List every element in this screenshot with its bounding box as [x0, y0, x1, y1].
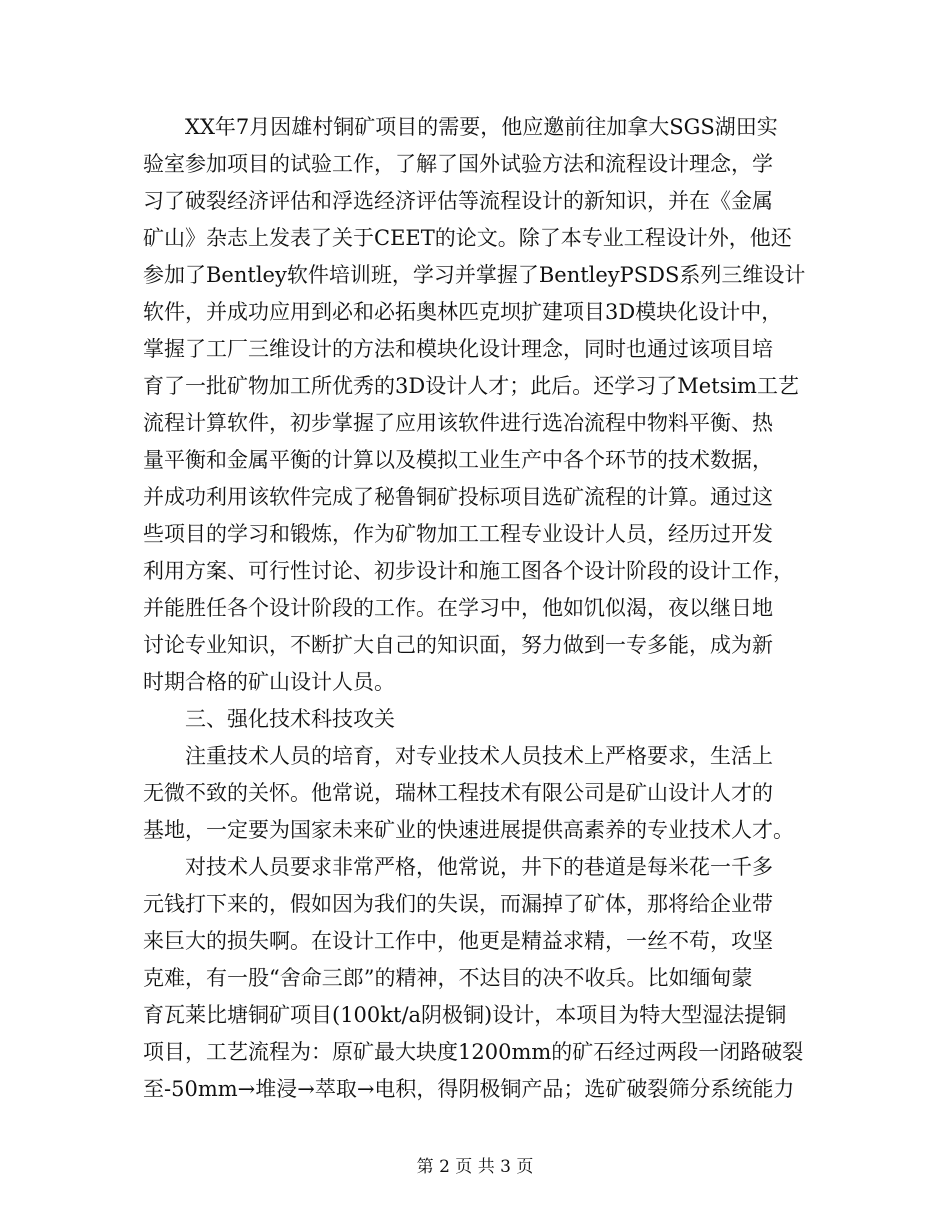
text-line: 来巨大的损失啊。在设计工作中，他更是精益求精，一丝不苟，攻坚 [143, 929, 773, 953]
text-line: 习了破裂经济评估和浮选经济评估等流程设计的新知识，并在《金属 [143, 189, 773, 213]
text-line: 对技术人员要求非常严格，他常说，井下的巷道是每米花一千多 [185, 855, 773, 879]
text-line: 讨论专业知识，不断扩大自己的知识面，努力做到一专多能，成为新 [143, 633, 773, 657]
text-line: 参加了Bentley软件培训班，学习并掌握了BentleyPSDS系列三维设计 [143, 263, 806, 287]
text-line: 利用方案、可行性讨论、初步设计和施工图各个设计阶段的设计工作， [143, 559, 794, 583]
text-line: 项目，工艺流程为：原矿最大块度1200mm的矿石经过两段一闭路破裂 [143, 1040, 804, 1064]
text-line: 基地，一定要为国家未来矿业的快速进展提供高素养的专业技术人才。 [143, 818, 794, 842]
text-line: 无微不致的关怀。他常说，瑞林工程技术有限公司是矿山设计人才的 [143, 781, 773, 805]
text-line: 克难，有一股“舍命三郎”的精神，不达目的决不收兵。比如缅甸蒙 [143, 966, 753, 990]
text-line: 并能胜任各个设计阶段的工作。在学习中，他如饥似渴，夜以继日地 [143, 596, 773, 620]
text-line: 育了一批矿物加工所优秀的3D设计人才；此后。还学习了Metsim工艺 [143, 374, 799, 398]
text-line: 软件，并成功应用到必和必拓奥林匹克坝扩建项目3D模块化设计中， [143, 300, 783, 324]
text-line: 掌握了工厂三维设计的方法和模块化设计理念，同时也通过该项目培 [143, 337, 773, 361]
text-line: 验室参加项目的试验工作，了解了国外试验方法和流程设计理念，学 [143, 152, 773, 176]
text-line: 些项目的学习和锻炼，作为矿物加工工程专业设计人员，经历过开发 [143, 522, 773, 546]
page-number-footer: 第 2 页 共 3 页 [416, 1157, 534, 1177]
text-line: 流程计算软件，初步掌握了应用该软件进行选冶流程中物料平衡、热 [143, 411, 773, 435]
text-line: 时期合格的矿山设计人员。 [143, 670, 395, 694]
text-line: 注重技术人员的培育，对专业技术人员技术上严格要求，生活上 [185, 744, 773, 768]
text-line: 矿山》杂志上发表了关于CEET的论文。除了本专业工程设计外，他还 [143, 226, 792, 250]
section-heading: 三、强化技术科技攻关 [185, 707, 395, 731]
body-text [143, 109, 813, 1108]
text-line: 并成功利用该软件完成了秘鲁铜矿投标项目选矿流程的计算。通过这 [143, 485, 773, 509]
text-line: XX年7月因雄村铜矿项目的需要，他应邀前往加拿大SGS湖田实 [185, 115, 778, 139]
text-line: 至-50mm→堆浸→萃取→电积，得阴极铜产品；选矿破裂筛分系统能力 [143, 1077, 795, 1101]
text-line: 元钱打下来的，假如因为我们的失误，而漏掉了矿体，那将给企业带 [143, 892, 773, 916]
text-line: 量平衡和金属平衡的计算以及模拟工业生产中各个环节的技术数据， [143, 448, 773, 472]
text-line: 育瓦莱比塘铜矿项目(100kt/a阴极铜)设计，本项目为特大型湿法提铜 [143, 1003, 787, 1027]
